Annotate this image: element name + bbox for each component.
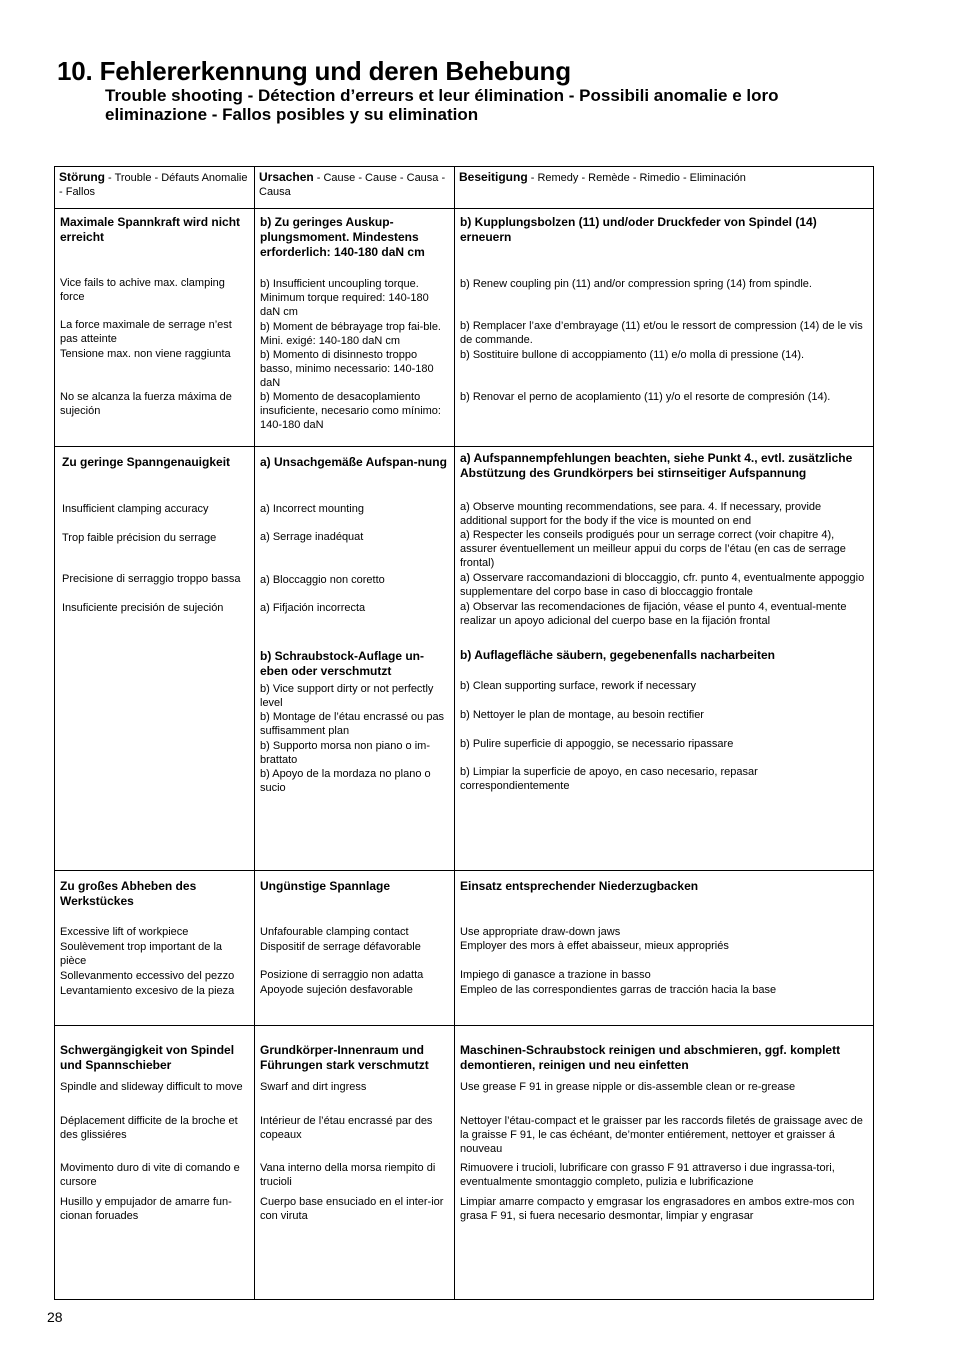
cause-a-en: a) Incorrect mounting [260,503,364,515]
remedy-de: Maschinen-Schraubstock reinigen und abschmieren, ggf. komplett demontieren, reinigen und neu einfetten [460,1043,841,1072]
remedy-fr: Employer des mors à effet abaisseur, mieux appropriés [460,940,729,952]
problem-de: Schwergängigkeit von Spindel und Spannschieber [60,1043,235,1072]
cause-b-it: b) Supporto morsa non piano o im-brattato [260,740,430,766]
problem-it: Precisione di serraggio troppo bassa [62,573,241,585]
remedy-en: Use appropriate draw-down jaws [460,926,621,938]
cause-cell [255,871,455,1026]
remedy-cell [455,447,874,871]
remedy-a-en: a) Observe mounting recommendations, see para. 4. If necessary, provide additional support for the body if the vice is mounted on end [460,501,822,527]
page-title: 10. Fehlererkennung und deren Behebung [57,56,571,86]
problem-cell [55,209,255,447]
problem-es: No se alcanza la fuerza máxima de sujeción [60,391,232,417]
remedy-en: Use grease F 91 in grease nipple or dis-assemble clean or re-grease [460,1081,796,1093]
header-cause: Ursachen - Cause - Cause - Causa - Causa [255,167,455,209]
remedy-es: b) Renovar el perno de acoplamiento (11) y/o el resorte de compresión (14). [460,391,831,403]
page-number: 28 [47,1309,63,1325]
problem-fr: Déplacement difficite de la broche et des glissiéres [60,1115,238,1141]
problem-en: Spindle and slideway difficult to move [60,1081,243,1093]
remedy-a-fr: a) Respecter les conseils prodigués pour un serrage correct (voir chapitre 4), assurer éventuellement un meilleur appui du corps de l’étau (en cas de serrage frontal) [460,529,846,569]
remedy-it: Rimuovere i trucioli, lubrificare con grasso F 91 attraverso i due ingrassa-tori, eventualmente smontaggio completo, pulizia e lubrificazione [460,1162,835,1188]
remedy-b-es: b) Limpiar la superficie de apoyo, en caso necesario, repasar correspondientemente [460,766,758,792]
remedy-de: Einsatz entsprechender Niederzugbacken [460,879,699,893]
table-row [55,871,874,1026]
header-remedy: Beseitigung - Remedy - Remède - Rimedio - Eliminación [455,167,874,209]
cause-de: Ungünstige Spannlage [260,879,391,893]
problem-en: Insufficient clamping accuracy [62,503,209,515]
page-subtitle: Trouble shooting - Détection d’erreurs et leur élimination - Possibili anomalie e loro eliminazione - Fallos posibles y su elimination [105,86,779,124]
problem-de: Zu geringe Spanngenauigkeit [62,455,231,469]
remedy-en: b) Renew coupling pin (11) and/or compression spring (14) from spindle. [460,278,812,290]
cause-it: Posizione di serraggio non adatta [260,969,424,981]
cause-en: b) Insufficient uncoupling torque. Minimum torque required: 140-180 daN cm [260,278,429,318]
remedy-b-fr: b) Nettoyer le plan de montage, au besoin rectifier [460,709,704,721]
cause-b-en: b) Vice support dirty or not perfectly level [260,683,434,709]
remedy-it: b) Sostituire bullone di accoppiamento (11) e/o molla di pressione (14). [460,349,805,361]
table-row [55,209,874,447]
table-header-row [55,167,874,209]
remedy-cell [455,209,874,447]
remedy-a-de: a) Aufspannempfehlungen beachten, siehe Punkt 4., evtl. zusätzliche Abstützung des Grundkörpers bei stirnseitiger Aufspannung [460,451,853,480]
cause-en: Swarf and dirt ingress [260,1081,367,1093]
cause-cell [255,1026,455,1300]
cause-en: Unfafourable clamping contact [260,926,409,938]
table-row [55,1026,874,1300]
cause-b-de: b) Schraubstock-Auflage un-eben oder verschmutzt [260,649,425,678]
problem-en: Vice fails to achive max. clamping force [60,277,225,303]
remedy-a-es: a) Observar las recomendaciones de fijación, véase el punto 4, eventual-mente realizar un apoyo adicional del cuerpo base en la fijación frontal [460,601,847,627]
problem-it: Sollevanmento eccessivo del pezzo [60,970,235,982]
cause-b-fr: b) Montage de l’étau encrassé ou pas suffisamment plan [260,711,445,737]
cause-a-it: a) Bloccaggio non coretto [260,574,385,586]
cause-a-fr: a) Serrage inadéquat [260,531,364,543]
remedy-b-de: b) Auflagefläche säubern, gegebenenfalls nacharbeiten [460,648,775,662]
remedy-b-en: b) Clean supporting surface, rework if necessary [460,680,696,692]
cause-a-de: a) Unsachgemäße Aufspan-nung [260,455,447,469]
cause-fr: Dispositif de serrage défavorable [260,941,421,953]
remedy-cell [455,1026,874,1300]
cause-cell [255,209,455,447]
cause-it: Vana interno della morsa riempito di trucioli [260,1162,436,1188]
problem-cell [55,447,255,871]
remedy-fr: Nettoyer l’étau-compact et le graisser par les raccords filetés de graissage avec de la graisse F 91, le cas échéant, de’monter entiérement, nettoyer et graisser á nouveau [460,1115,863,1155]
troubleshooting-table [54,166,874,1300]
remedy-cell [455,871,874,1026]
problem-es: Insuficiente precisión de sujeción [62,602,224,614]
cause-b-es: b) Apoyo de la mordaza no plano o sucio [260,768,431,794]
problem-it: Movimento duro di vite di comando e cursore [60,1162,240,1188]
problem-es: Husillo y empujador de amarre fun-cionan foruades [60,1196,232,1222]
cause-es: Cuerpo base ensuciado en el inter-ior con viruta [260,1196,444,1222]
cause-a-es: a) Fifjación incorrecta [260,602,366,614]
remedy-es: Empleo de las correspondientes garras de tracción hacia la base [460,984,777,996]
cause-fr: b) Moment de bébrayage trop fai-ble. Mini. exigé: 140-180 daN cm [260,321,441,347]
remedy-de: b) Kupplungsbolzen (11) und/oder Druckfeder von Spindel (14) erneuern [460,215,817,244]
problem-en: Excessive lift of workpiece [60,926,189,938]
cause-es: Apoyode sujeción desfavorable [260,984,413,996]
problem-de: Maximale Spannkraft wird nicht erreicht [60,215,241,244]
problem-cell [55,871,255,1026]
remedy-it: Impiego di ganasce a trazione in basso [460,969,651,981]
remedy-es: Limpiar amarre compacto y emgrasar los engrasadores en ambos extre-mos con grasa F 91, si fuera necesario desmontar, limpiar y engrasar [460,1196,855,1222]
problem-es: Levantamiento excesivo de la pieza [60,985,235,997]
cause-fr: Intérieur de l’étau encrassé par des copeaux [260,1115,433,1141]
remedy-b-it: b) Pulire superficie di appoggio, se necessario ripassare [460,738,734,750]
cause-de: b) Zu geringes Auskup-plungsmoment. Mindestens erforderlich: 140-180 daN cm [260,215,425,259]
header-problem: Störung - Trouble - Défauts Anomalie - Fallos [55,167,255,209]
table-row [55,447,874,871]
cause-it: b) Momento di disinnesto troppo basso, minimo necessario: 140-180 daN [260,349,434,389]
problem-cell [55,1026,255,1300]
cause-de: Grundkörper-Innenraum und Führungen stark verschmutzt [260,1043,429,1072]
remedy-fr: b) Remplacer l’axe d’embrayage (11) et/ou le ressort de compression (14) de le vis de commande. [460,320,863,346]
cause-cell [255,447,455,871]
problem-fr: Soulèvement trop important de la pièce [60,941,223,967]
problem-fr: Trop faible précision du serrage [62,532,217,544]
problem-de: Zu großes Abheben des Werkstückes [60,879,197,908]
problem-it: Tensione max. non viene raggiunta [60,348,231,360]
cause-es: b) Momento de desacoplamiento insuficiente, necesario como mínimo: 140-180 daN [260,391,441,431]
problem-fr: La force maximale de serrage n’est pas atteinte [60,319,232,345]
remedy-a-it: a) Osservare raccomandazioni di bloccaggio, cfr. punto 4, eventualmente appoggio supplementare del corpo base in caso di bloccaggio frontale [460,572,865,598]
